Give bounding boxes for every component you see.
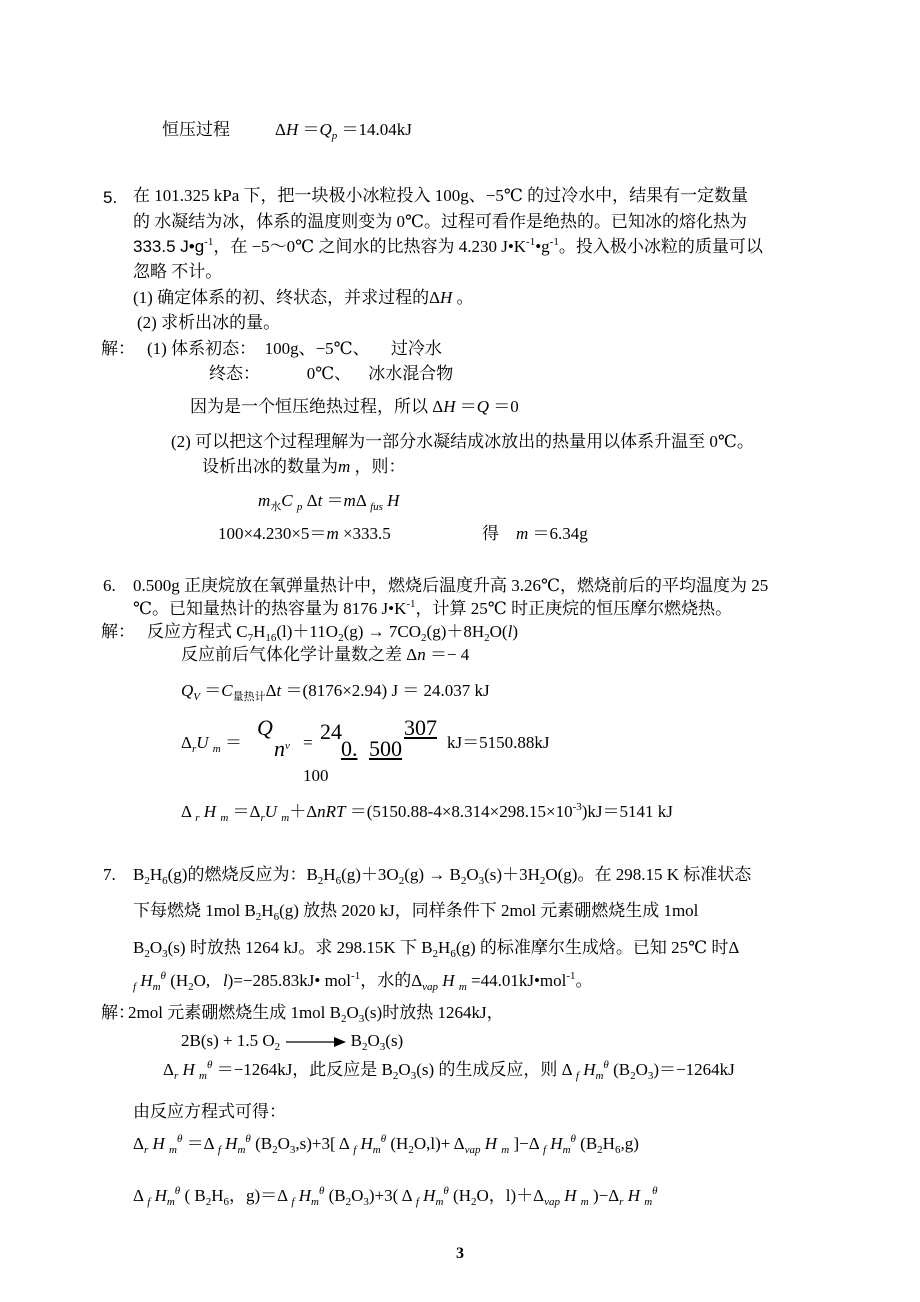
q6-du-num-d: 307 xyxy=(404,715,437,740)
q7-sol6: Δ $_f$ $H_m^\theta$ ( $B_2H_6$，g)＝Δ $_f$ $H_m^\theta$ $(B_2O_3)+3$( Δ $_f$ $H_m^\theta$ ($H_2O$，$l)+\Delta_{vap}$ H $_m$ )$-\Delta_r$ H $_m^\theta$ xyxy=(133,1185,658,1208)
q7-number: 7. xyxy=(103,865,116,884)
q7-solution-label: 解： xyxy=(101,1003,135,1022)
q5-text-line3: 333.5 $J•g^{-1}$，在 −5～0℃ 之间水的比热容为 4.230 $J•K^{-1}•g^{-1}$。投入极小冰粒的质量可以 xyxy=(133,236,763,256)
q4-label: 恒压过程 xyxy=(162,120,230,139)
q6-du-q: Q xyxy=(257,715,273,740)
q4-formula: $\Delta H =Q_p =14.04kJ$ xyxy=(275,120,412,142)
q6-du-num-c: 500 xyxy=(369,736,402,761)
q5-sol4: (2) 可以把这个过程理解为一部分水凝结成冰放出的热量用以体系升温至 0℃。 xyxy=(171,432,754,451)
q5-solution-label: 解： xyxy=(101,339,135,358)
q7-sol2: 2B(s) + 1.5 $O_2$ $B_2O_3(s)$ xyxy=(181,1031,404,1053)
q6-delta-n: 反应前后气体化学计量数之差 Δn ＝− 4 xyxy=(181,645,470,664)
q5-sol3: 因为是一个恒压绝热过程，所以 ΔH ＝Q ＝0 xyxy=(190,397,519,416)
q5-text-line1: 在 101.325 kPa 下，把一块极小冰粒投入 100g、−5℃ 的过冷水中，结果有一定数量 xyxy=(133,186,749,205)
q6-du-result: kJ＝5150.88kJ xyxy=(447,733,550,752)
q6-du-num-b: 0. xyxy=(341,736,358,761)
q7-line3: $B_2O_3(s)$ 时放热 1264 kJ。求 298.15K 下 $B_2H_6(g)$ 的标准摩尔生成焓。已知 25℃ 时Δ xyxy=(133,938,740,960)
q5-text-line2: 的 水凝结为冰，体系的温度则变为 0℃。过程可看作是绝热的。已知冰的熔化热为 xyxy=(133,212,748,231)
q5-sub2: (2) 求析出冰的量。 xyxy=(137,313,281,332)
q6-number: 6. xyxy=(103,576,116,595)
q7-sol5: $\Delta_r$ H $_m^\theta$ ＝Δ $_f$ $H_m^\theta$ $(B_2O_3,s)+3$[ Δ $_f$ $H_m^\theta$ $(H_2O,l)+ \Delta_{vap}$ H $_m$ ]−Δ $_f$ $H_m^\theta$ $(B_2H_6,g)$ xyxy=(133,1133,639,1156)
q5-sol5: 设析出冰的数量为m ，则： xyxy=(202,457,406,476)
q7-sol4: 由反应方程式可得： xyxy=(133,1102,286,1121)
q7-line1: $B_2H_6(g)$的燃烧反应为：$B_2H_6(g)+3O_2(g) \to B_2O_3(s)+3H_2O(g)$。在 298.15 K 标准状态 xyxy=(133,865,752,887)
q7-line4: $_f$ $H_m^\theta$ ($H_2O$, l)=−285.83kJ• mol$^{-1}$，水的$\Delta_{vap}$ H $_m$ =44.01kJ•mol$^{-1}$。 xyxy=(133,970,593,993)
q5-sol2: 终态： 0℃、 冰水混合物 xyxy=(209,364,454,383)
q6-du-eq: = xyxy=(303,733,313,752)
q5-sol1: (1) 体系初态： 100g、−5℃、 过冷水 xyxy=(147,339,442,358)
q6-solution-label: 解： xyxy=(101,622,135,641)
q6-du-symbol: $\Delta_rU$ $_m$ ＝ xyxy=(181,733,242,755)
q5-eq1: $m_水C$ $_p$ Δt ＝mΔ $_{fus}$ H xyxy=(258,491,400,513)
q5-sub1: (1) 确定体系的初、终状态，并求过程的ΔH 。 xyxy=(133,288,474,307)
q6-qv: $Q_V =C_{量热计}\Delta t =(8176\times 2.94) J = 24.037$ kJ xyxy=(181,681,490,703)
q6-reaction: 反应方程式 $C_7H_{16}(l)+11O_2(g) \to 7CO_2(g)+8H_2O(l)$ xyxy=(147,622,518,644)
q5-eq2-left: 100×4.230×5＝m ×333.5 xyxy=(218,524,391,543)
page-number: 3 xyxy=(456,1245,464,1262)
q5-number: 5. xyxy=(103,188,118,207)
q5-eq2-right: 得 m ＝6.34g xyxy=(482,524,588,543)
q6-text-line1: 0.500g 正庚烷放在氧弹量热计中，燃烧后温度升高 3.26℃，燃烧前后的平均温度为 25 xyxy=(133,576,769,595)
q7-sol3: $\Delta_r$ H $_m^\theta$ ＝−1264kJ，此反应是 $B_2O_3(s)$ 的生成反应，则 Δ $_f$ $H_m^\theta$ $(B_2O_3)=-1264kJ$ xyxy=(163,1059,735,1082)
q6-du-n: $n^v$ xyxy=(274,736,290,761)
q6-text-line2: ℃。已知量热计的热容量为 8176 $J•K^{-1}$，计算 25℃ 时正庚烷的恒压摩尔燃烧热。 xyxy=(133,598,733,618)
q5-text-line4: 忽略 不计。 xyxy=(133,262,223,281)
q7-sol1: 2mol 元素硼燃烧生成 1mol $B_2O_3(s)$时放热 1264kJ， xyxy=(128,1003,504,1025)
reaction-arrow-icon xyxy=(284,1036,346,1048)
q6-du-num-e: 100 xyxy=(303,766,329,785)
q6-dh: Δ $_r$ H $_m =\Delta_rU$ $_m+\Delta nRT =(5150.88-4\times 8.314\times 298.15\times 10^{-3})kJ=5141$ kJ xyxy=(181,801,673,824)
q7-line2: 下每燃烧 1mol $B_2H_6(g)$ 放热 2020 kJ，同样条件下 2mol 元素硼燃烧生成 1mol xyxy=(133,901,699,923)
q6-du-num-a: 24 xyxy=(320,719,342,744)
